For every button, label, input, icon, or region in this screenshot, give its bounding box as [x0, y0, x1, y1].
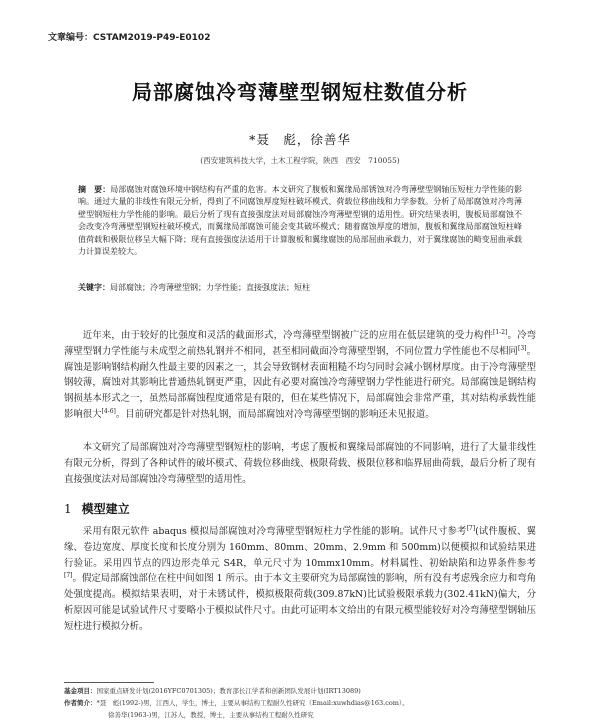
intro-p1-text-b: 。冷弯薄壁型钢力学性能与未成型之前热轧钢并不相同，甚至相同截面冷弯薄壁型钢，不同位置力学性能也不尽相同 — [64, 330, 536, 357]
footnote-fund — [64, 686, 544, 696]
abstract-text: 局部腐蚀对腐蚀环境中钢结构有严重的危害。本文研究了腹板和翼缘局部锈蚀对冷弯薄壁型钢轴压短柱力学性能的影响。通过大量的非线性有限元分析，得到了不同腐蚀厚度短柱破坏模式、荷载位移曲线和力学参数。分析了局部腐蚀对冷弯薄壁型钢短柱力学性能的影响。最后分析了现有直接强度法对局部腐蚀冷弯薄壁型钢的适用性。研究结果表明，腹板局部腐蚀不会改变冷弯薄壁型钢短柱破坏模式，而翼缘局部腐蚀可能会变其破坏模式；随着腐蚀厚度的增加，腹板和翼缘局部腐蚀短柱峰值荷载和极限位移呈大幅下降；现有直接强度法适用于计算腹板和翼缘腐蚀的局部屈曲承载力，对于翼缘腐蚀的畸变屈曲承载力计算误差较大。 — [78, 185, 522, 257]
author1-text: *聂 彪(1992-)男，江西人，学生，博士，主要从事结构工程耐久性研究（Email:xuwhdias@163.com）。 — [96, 699, 409, 707]
section1-text-c: 。假定局部腐蚀部位在柱中间如图 1 所示。由于本文主要研究为局部腐蚀的影响，所有没有考虑残余应力和弯角处强度提高。模拟结果表明，对于未锈试件，模拟极限荷载(309.87kN)比试验极限承载力(302.41kN)偏大，分析原因可能是试验试件尺寸要略小于模拟试件尺寸。由此可证明本文给出的有限元模型能较好对冷弯薄壁型钢轴压短柱进行模拟分析。 — [64, 573, 536, 632]
section-number: 1 — [64, 502, 72, 516]
affiliation: (西安建筑科技大学，土木工程学院，陕西 西安 710055) — [200, 156, 400, 165]
paper-title: 局部腐蚀冷弯薄壁型钢短柱数值分析 — [132, 80, 468, 104]
author2-text: 徐善华(1963-)男，江苏人，教授，博士，主要从事结构工程耐久性研究 — [108, 711, 314, 719]
abstract-label: 摘 要： — [78, 185, 111, 194]
footnote-author-2 — [64, 710, 588, 720]
article-number: 文章编号：CSTAM2019-P49-E0102 — [48, 33, 211, 43]
keywords-label: 关键字： — [78, 283, 110, 292]
section1-text-a: 采用有限元软件 abaqus 模拟局部腐蚀对冷弯薄壁型钢短柱力学性能的影响。试件尺寸参考 — [82, 526, 467, 537]
citation-ref: [7] — [64, 572, 73, 580]
intro-p1-text-d: 。目前研究都是针对热轧钢，而局部腐蚀对冷弯薄壁型钢的影响还未见报道。 — [115, 408, 435, 420]
citation-ref: [1-2] — [493, 328, 508, 336]
abstract — [78, 184, 522, 258]
intro-paragraph-1 — [64, 328, 536, 423]
section-title: 模型建立 — [81, 502, 130, 516]
fund-text: 国家重点研发计划(2016YFC0701305)；教育部长江学者和创新团队发展计划(IRT13089) — [96, 687, 361, 695]
fund-label: 基金项目： — [64, 687, 97, 695]
section-heading — [64, 500, 130, 517]
intro-p1-text-c: 。腐蚀是影响钢结构耐久性最主要的因素之一，其会导致钢材表面粗糙不均匀同时会减小钢材厚度。由于冷弯薄壁型钢较薄，腐蚀对其影响比普通热轧钢更严重，因此有必要对腐蚀冷弯薄壁钢力学性能进行研究。局部腐蚀是钢结构钢损基本形式之一，虽然局部腐蚀程度通常是有限的，但在某些情况下，局部腐蚀会非常严重，其对结构承载性能影响很大 — [64, 345, 536, 420]
citation-ref: [3] — [518, 344, 527, 352]
intro-p1-text-a: 近年来，由于较好的比强度和灵活的截面形式，冷弯薄壁型钢被广泛的应用在低层建筑的受力构件 — [82, 330, 494, 341]
citation-ref: [4-6] — [101, 407, 116, 415]
keywords-text: 局部腐蚀；冷弯薄壁型钢；力学性能；直接强度法；短柱 — [110, 283, 310, 292]
citation-ref: [7] — [466, 524, 476, 532]
author-label: 作者简介： — [64, 699, 97, 707]
keywords — [78, 282, 522, 294]
footnote-author — [64, 698, 544, 708]
section1-paragraph — [64, 524, 536, 635]
intro-paragraph-2: 本文研究了局部腐蚀对冷弯薄壁型钢短柱的影响，考虑了腹板和翼缘局部腐蚀的不同影响，进行了大量非线性有限元分析，得到了各种试件的破坏模式、荷载位移曲线、极限荷载、极限位移和临界屈曲荷载，最后分析了现有直接强度法对局部腐蚀冷弯薄壁型的适用性。 — [64, 442, 536, 485]
footnote-divider — [64, 682, 154, 683]
author-line: *聂 彪，徐善华 — [249, 132, 351, 147]
section1-text-b: (试件腹板、翼缘、卷边宽度、厚度长度和长度分别为 160mm、80mm、20mm、2.9mm 和 500mm)以便模拟和试验结果进行验证。采用四节点的四边形壳单元 S4R，单元尺寸为 10mmx10mm。材料属性、初始缺陷和边界条件参考 — [64, 526, 536, 569]
